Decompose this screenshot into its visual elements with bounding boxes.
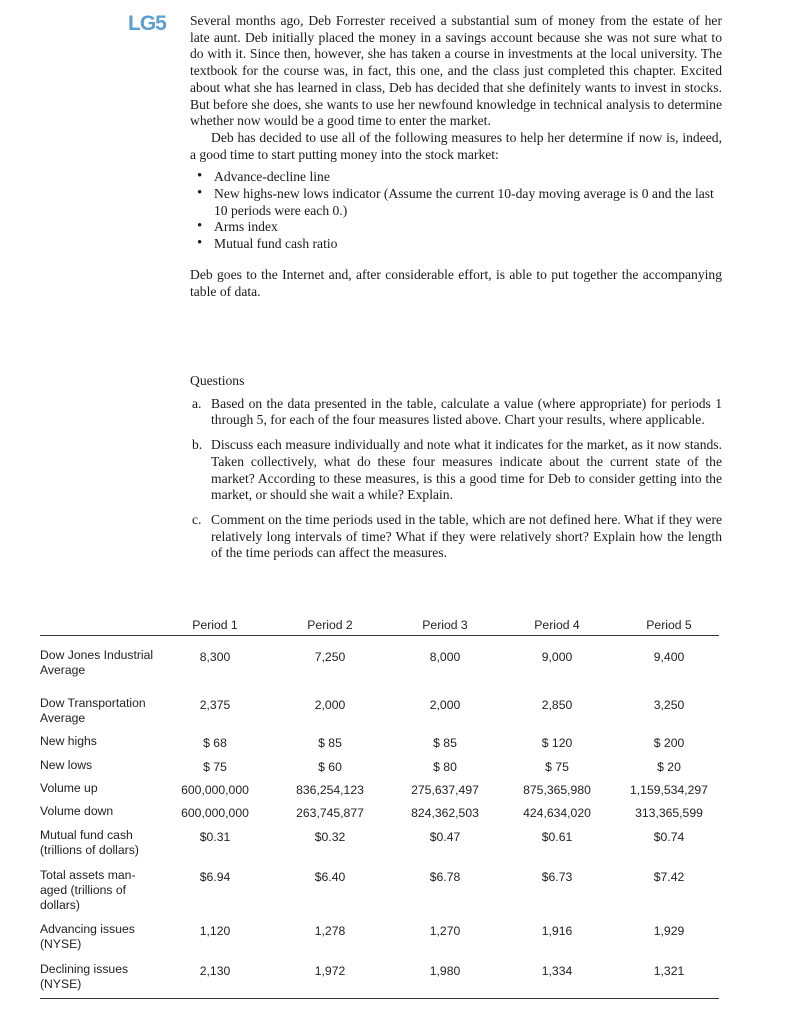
table-cell: 1,334	[541, 964, 573, 978]
table-cell: 836,254,123	[296, 783, 364, 797]
table-cell: 3,250	[653, 698, 685, 712]
table-header-row	[40, 618, 719, 636]
case-paragraph-1: Several months ago, Deb Forrester received a substantial sum of money from the estate of her late aunt. Deb initially placed the money in a savings account because she was not sure what to do with it. Since then, however, she has taken a course in investments at the local university. The textbook for the course was, in fact, this one, and the class just completed this chapter. Excited about what she has learned in class, Deb has decided that she definitely wants to invest in stocks. But before she does, she wants to use her newfound knowledge in technical analysis to determine whether now would be a good time to enter the market.	[190, 13, 722, 129]
table-cell: 600,000,000	[181, 783, 249, 797]
data-table	[40, 618, 719, 999]
table-bottom-rule	[40, 998, 719, 999]
table-cell: $0.31	[199, 830, 231, 844]
row-label: Dow Transportation Average	[40, 696, 146, 725]
table-cell: 600,000,000	[181, 806, 249, 820]
row-label: Total assets man- aged (trillions of dollars)	[40, 868, 136, 912]
table-cell: 8,300	[199, 650, 231, 664]
table-row	[40, 962, 719, 998]
table-cell: $0.47	[429, 830, 461, 844]
column-header: Period 4	[534, 618, 580, 632]
table-cell: 7,250	[314, 650, 346, 664]
table-row	[40, 781, 719, 804]
table-cell: 875,365,980	[523, 783, 591, 797]
table-cell: $ 75	[545, 760, 569, 774]
table-cell: 824,362,503	[411, 806, 479, 820]
table-cell: $7.42	[653, 870, 685, 884]
table-row	[40, 868, 719, 922]
question-item	[190, 437, 722, 504]
table-row	[40, 828, 719, 868]
table-cell: 9,000	[541, 650, 573, 664]
question-letter: a.	[192, 395, 202, 411]
row-label: Advancing issues (NYSE)	[40, 922, 135, 951]
table-cell: $0.32	[314, 830, 346, 844]
table-cell: $ 20	[657, 760, 681, 774]
row-label: New highs	[40, 734, 97, 748]
table-cell: $6.78	[429, 870, 461, 884]
table-cell: $ 60	[318, 760, 342, 774]
table-cell: 1,916	[541, 924, 573, 938]
row-label: Dow Jones Industrial Average	[40, 648, 154, 677]
table-cell: $ 68	[203, 736, 227, 750]
question-letter: b.	[192, 437, 203, 453]
question-item	[190, 512, 722, 562]
column-header: Period 5	[646, 618, 692, 632]
table-cell: $ 85	[433, 736, 457, 750]
question-text: Based on the data presented in the table, calculate a value (where appropriate) for periods 1 through 5, for each of the four measures listed above. Chart your results, where applicable.	[211, 395, 722, 428]
table-cell: 1,321	[653, 964, 685, 978]
table-cell: 2,130	[199, 964, 231, 978]
column-header: Period 2	[307, 618, 353, 632]
table-cell: $0.74	[653, 830, 685, 844]
row-label: Declining issues (NYSE)	[40, 962, 129, 991]
question-item	[190, 396, 722, 429]
row-label: New lows	[40, 758, 93, 772]
table-cell: $ 80	[433, 760, 457, 774]
table-cell: 424,634,020	[523, 806, 591, 820]
row-label: Volume up	[40, 781, 98, 795]
measure-item: • Mutual fund cash ratio	[190, 236, 722, 253]
table-cell: $ 120	[541, 736, 573, 750]
row-label: Mutual fund cash (trillions of dollars)	[40, 828, 139, 857]
measure-item: • Arms index	[190, 219, 722, 236]
questions-section	[190, 373, 722, 570]
table-cell: $6.73	[541, 870, 573, 884]
measure-item: • Advance-decline line	[190, 169, 722, 186]
table-row	[40, 696, 719, 728]
case-paragraph-3: Deb goes to the Internet and, after considerable effort, is able to put together the accompanying table of data.	[190, 266, 722, 299]
table-row	[40, 648, 719, 684]
table-cell: 1,270	[429, 924, 461, 938]
table-row	[40, 758, 719, 781]
table-cell: 1,929	[653, 924, 685, 938]
table-cell: 2,375	[199, 698, 231, 712]
table-cell: 1,159,534,297	[630, 783, 708, 797]
case-paragraph-2: Deb has decided to use all of the following measures to help her determine if now is, indeed, a good time to start putting money into the stock market:	[190, 129, 722, 162]
table-cell: 2,850	[541, 698, 573, 712]
table-cell: 1,120	[199, 924, 231, 938]
table-cell: 1,278	[314, 924, 346, 938]
table-cell: $ 85	[318, 736, 342, 750]
table-cell: 1,980	[429, 964, 461, 978]
column-header: Period 3	[422, 618, 468, 632]
table-row	[40, 922, 719, 962]
questions-heading: Questions	[190, 373, 245, 388]
table-cell: 8,000	[429, 650, 461, 664]
table-cell: $6.94	[199, 870, 231, 884]
table-cell: $ 75	[203, 760, 227, 774]
table-cell: 1,972	[314, 964, 346, 978]
learning-goal-tag: LG5	[128, 12, 166, 35]
table-cell: $ 200	[653, 736, 685, 750]
table-cell: 275,637,497	[411, 783, 479, 797]
question-text: Comment on the time periods used in the table, which are not defined here. What if they were relatively long intervals of time? What if they were relatively short? Explain how the length of the time periods can affect the measures.	[211, 511, 722, 561]
question-text: Discuss each measure individually and note what it indicates for the market, as it now stands. Taken collectively, what do these four measures indicate about the current state of the market? According to these measures, is this a good time for Deb to consider getting into the market, or should she wait a while? Explain.	[211, 437, 722, 503]
table-cell: 2,000	[429, 698, 461, 712]
table-cell: 263,745,877	[296, 806, 364, 820]
table-cell: 313,365,599	[635, 806, 703, 820]
table-row	[40, 734, 719, 758]
table-cell: $6.40	[314, 870, 346, 884]
table-cell: 9,400	[653, 650, 685, 664]
column-header: Period 1	[192, 618, 238, 632]
table-cell: $0.61	[541, 830, 573, 844]
table-body	[40, 648, 719, 998]
table-row	[40, 804, 719, 828]
measure-item: • New highs-new lows indicator (Assume the current 10-day moving average is 0 and the last 10 periods were each 0.)	[190, 186, 722, 219]
measures-list	[190, 169, 722, 253]
question-letter: c.	[192, 511, 202, 527]
case-problem-text	[190, 13, 722, 300]
row-label: Volume down	[40, 804, 114, 818]
table-cell: 2,000	[314, 698, 346, 712]
